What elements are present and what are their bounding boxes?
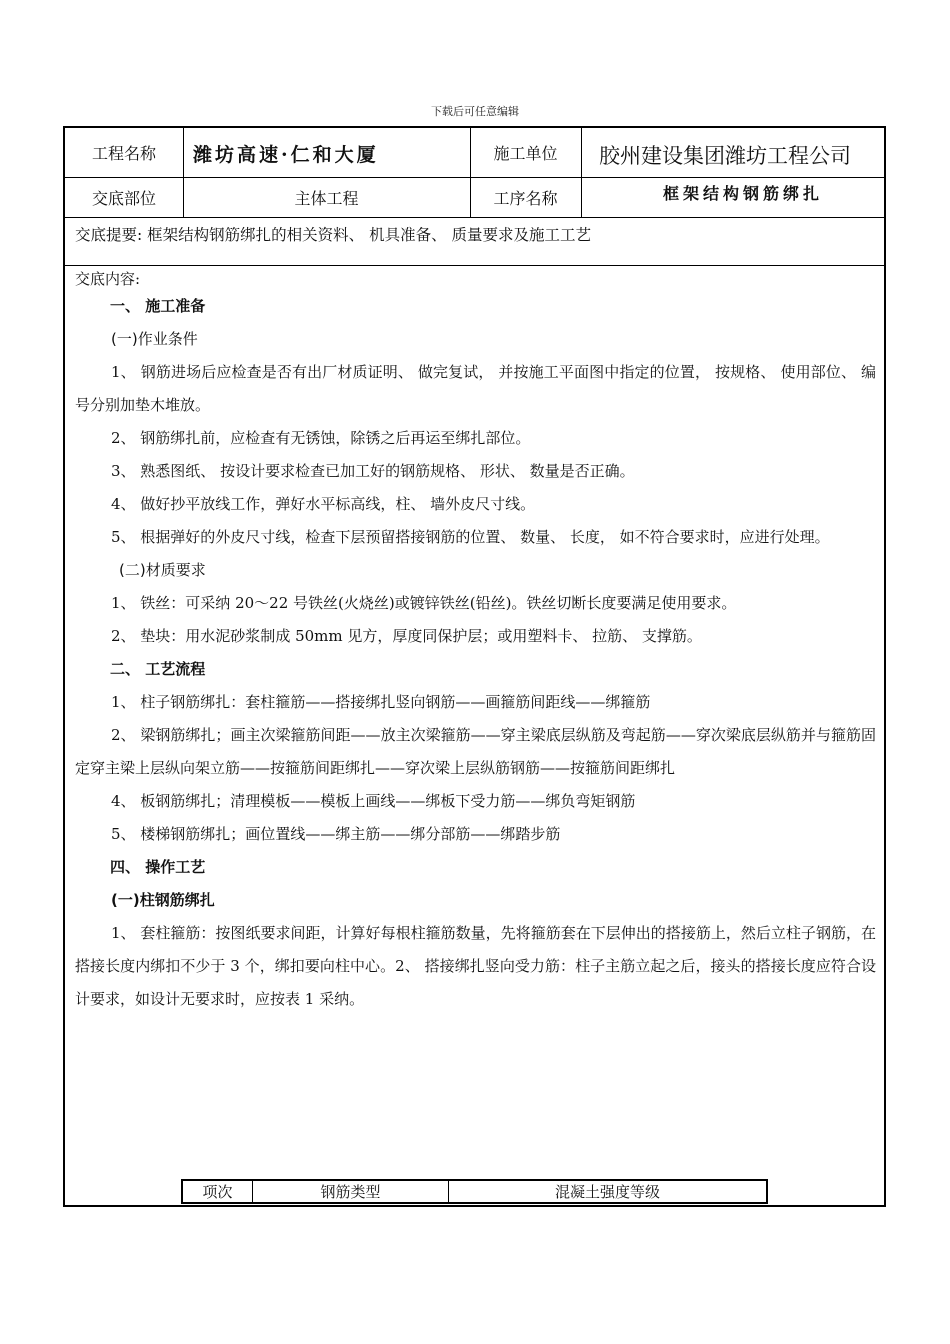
paragraph: 4、 做好抄平放线工作，弹好水平标高线，柱、 墙外皮尺寸线。 <box>111 495 536 513</box>
subsection-title: (二)材质要求 <box>119 561 206 579</box>
paragraph: 1、 铁丝：可采纳 20～22 号铁丝(火烧丝)或镀锌铁丝(铅丝)。铁丝切断长度要满足使用要求。 <box>111 594 737 612</box>
process-value: 框架结构钢筋绑扎 <box>663 184 824 203</box>
subsection-title: (一)作业条件 <box>111 330 198 348</box>
paragraph: 2、 垫块：用水泥砂浆制成 50mm 见方，厚度同保护层；或用塑料卡、 拉筋、 支撑筋。 <box>111 627 702 645</box>
paragraph: 3、 熟悉图纸、 按设计要求检查已加工好的钢筋规格、 形状、 数量是否正确。 <box>111 462 635 480</box>
process-label: 工序名称 <box>493 188 558 208</box>
subsection-title: (一)柱钢筋绑扎 <box>111 891 215 909</box>
section-title: 一、 施工准备 <box>110 297 206 315</box>
content-label: 交底内容: <box>75 270 141 288</box>
section-title: 四、 操作工艺 <box>110 858 206 876</box>
project-value: 潍坊高速·仁和大厦 <box>193 144 379 166</box>
top-note: 下载后可任意编辑 <box>431 105 519 118</box>
paragraph: 5、 楼梯钢筋绑扎；画位置线——绑主筋——绑分部筋——绑踏步筋 <box>111 825 561 843</box>
project-label: 工程名称 <box>91 144 156 163</box>
part-value: 主体工程 <box>294 188 359 208</box>
section-title: 二、 工艺流程 <box>110 660 206 678</box>
disclosure-form <box>63 126 886 1207</box>
col-divider <box>581 128 582 217</box>
paragraph: 1、 柱子钢筋绑扎：套柱箍筋——搭接绑扎竖向钢筋——画箍筋间距线——绑箍筋 <box>111 693 651 711</box>
paragraph: 5、 根据弹好的外皮尺寸线，检查下层预留搭接钢筋的位置、 数量、 长度， 如不符合要求时，应进行处理。 <box>111 528 830 546</box>
part-label: 交底部位 <box>91 188 156 208</box>
disclosure-summary: 交底提要: 框架结构钢筋绑扎的相关资料、 机具准备、 质量要求及施工工艺 <box>75 226 592 244</box>
paragraph: 1、 套柱箍筋：按图纸要求间距，计算好每根柱箍筋数量，先将箍筋套在下层伸出的搭接筋上，然后立柱子钢筋，在搭接长度内绑扣不少于 3 个，绑扣要向柱中心。2、 搭接绑扎竖向受力筋：柱子主筋立起之后，接头的搭接长度应符合设计要求，如设计无要求时，应按表 1 采纳。 <box>75 924 876 1008</box>
table-header-cell: 项次 <box>183 1181 253 1202</box>
paragraph: 2、 梁钢筋绑扎；画主次梁箍筋间距——放主次梁箍筋——穿主梁底层纵筋及弯起筋——穿次梁底层纵筋并与箍筋固定穿主梁上层纵向架立筋——按箍筋间距绑扎——穿次梁上层纵筋钢筋——按箍筋间距绑扎 <box>75 726 876 777</box>
paragraph: 4、 板钢筋绑扎；清理模板——模板上画线——绑板下受力筋——绑负弯矩钢筋 <box>111 792 636 810</box>
paragraph: 1、 钢筋进场后应检查是否有出厂材质证明、 做完复试， 并按施工平面图中指定的位置， 按规格、 使用部位、 编号分别加垫木堆放。 <box>75 363 876 414</box>
disclosure-content <box>75 268 876 1016</box>
row-divider <box>65 217 886 218</box>
reinforcement-table-header <box>181 1179 768 1204</box>
row-divider <box>65 265 886 266</box>
table-header-cell: 混凝土强度等级 <box>554 1183 660 1201</box>
table-header-cell: 钢筋类型 <box>253 1181 449 1202</box>
unit-label: 施工单位 <box>493 144 558 163</box>
paragraph: 2、 钢筋绑扎前，应检查有无锈蚀，除锈之后再运至绑扎部位。 <box>111 429 531 447</box>
unit-value: 胶州建设集团潍坊工程公司 <box>599 144 851 168</box>
